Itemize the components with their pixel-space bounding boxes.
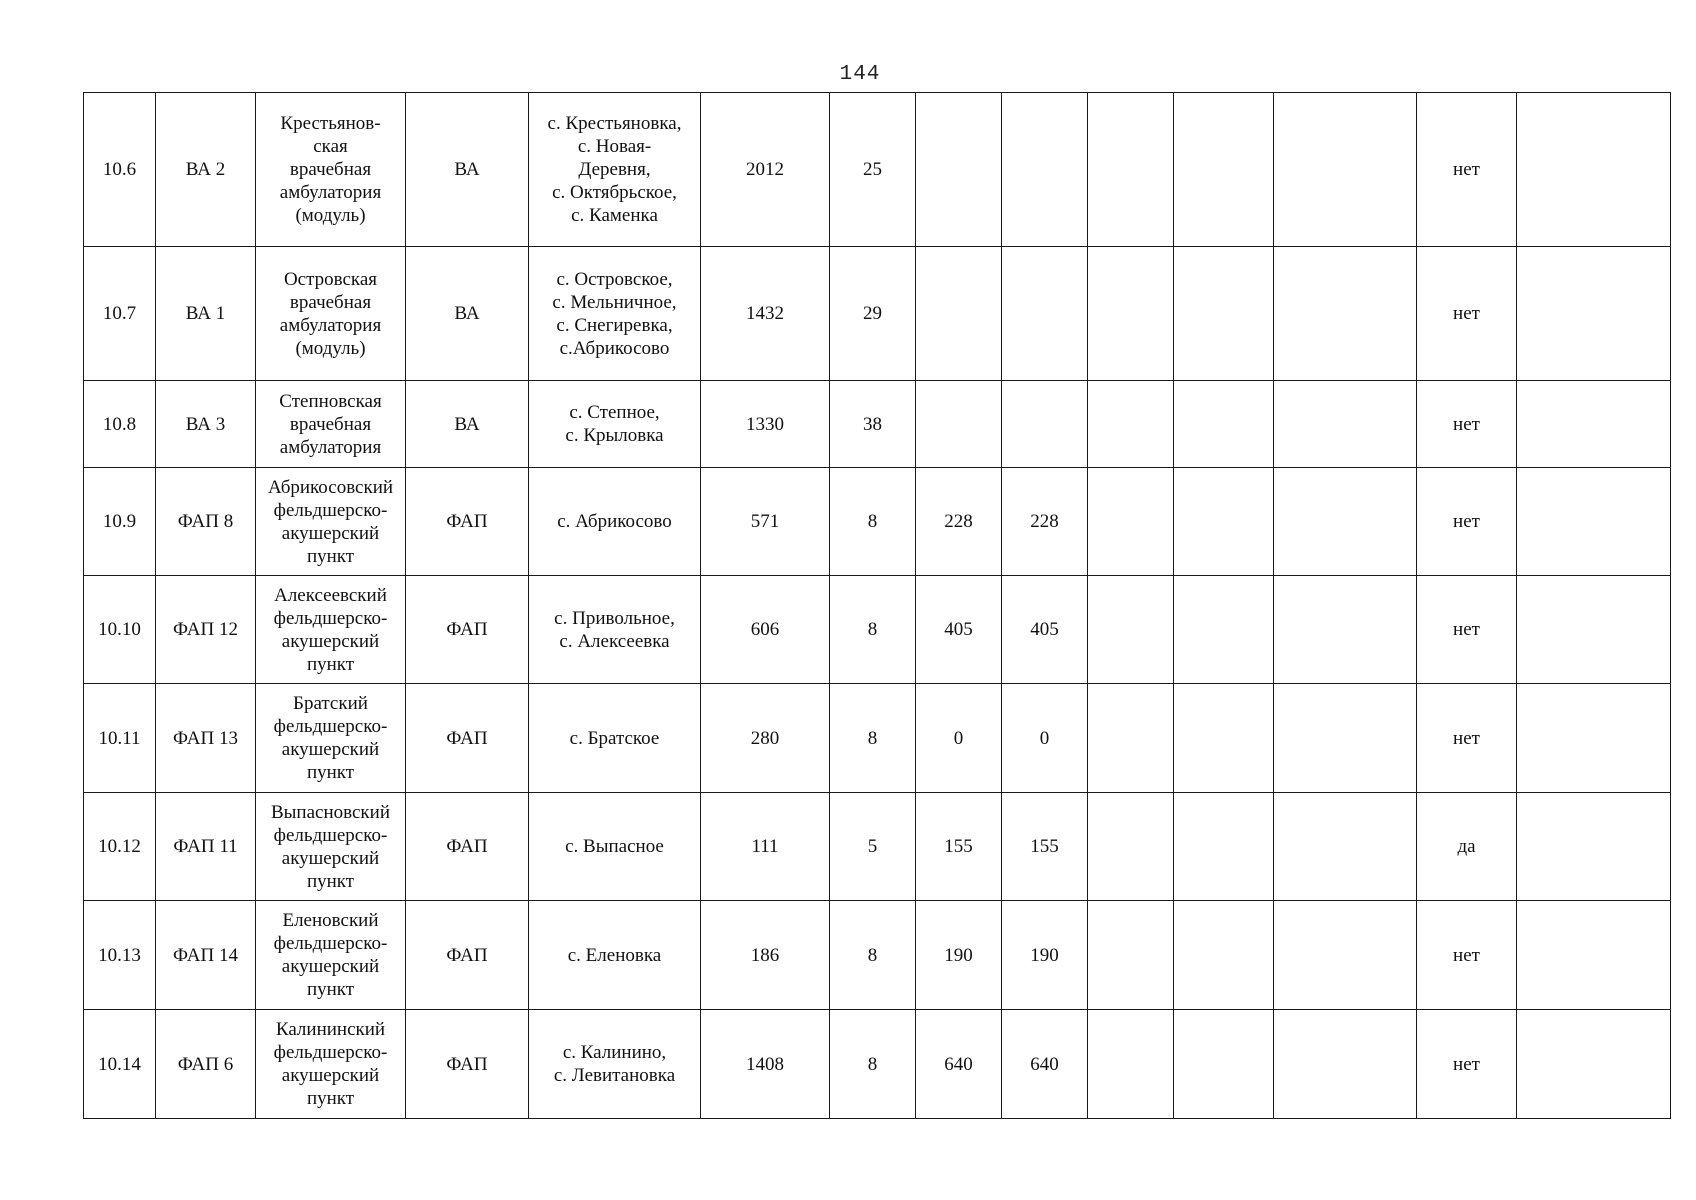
cell-facility-name: Алексеевский фельдшерско- акушерский пункт [256,576,406,684]
cell-empty [1174,1010,1274,1119]
cell-villages: с. Степное, с. Крыловка [529,381,701,468]
cell-empty [1088,381,1174,468]
cell-facility-name: Братский фельдшерско- акушерский пункт [256,684,406,793]
cell-code: ВА 1 [156,247,256,381]
cell-population: 111 [701,793,830,901]
cell-facility-name: Степновская врачебная амбулатория [256,381,406,468]
cell-number: 10.9 [84,468,156,576]
cell-code: ВА 2 [156,93,256,247]
cell-flag: нет [1417,576,1517,684]
cell-empty [1174,93,1274,247]
cell-population: 280 [701,684,830,793]
cell-empty [1174,901,1274,1010]
cell-value-2: 190 [1002,901,1088,1010]
cell-flag: нет [1417,901,1517,1010]
cell-flag: нет [1417,684,1517,793]
cell-distance: 29 [830,247,916,381]
cell-distance: 8 [830,1010,916,1119]
cell-population: 186 [701,901,830,1010]
cell-type: ФАП [406,468,529,576]
cell-empty [1174,247,1274,381]
cell-empty [1274,901,1417,1010]
cell-facility-name: Островская врачебная амбулатория (модуль) [256,247,406,381]
cell-type: ВА [406,381,529,468]
cell-value-1: 640 [916,1010,1002,1119]
cell-distance: 8 [830,468,916,576]
cell-empty [1274,684,1417,793]
cell-population: 1432 [701,247,830,381]
cell-population: 1330 [701,381,830,468]
cell-villages: с. Калинино, с. Левитановка [529,1010,701,1119]
cell-value-2: 155 [1002,793,1088,901]
cell-distance: 8 [830,684,916,793]
cell-empty [1088,468,1174,576]
table-row [84,1010,1671,1119]
cell-facility-name: Крестьянов- ская врачебная амбулатория (модуль) [256,93,406,247]
cell-empty [1274,468,1417,576]
cell-distance: 5 [830,793,916,901]
cell-type: ФАП [406,576,529,684]
cell-value-1: 228 [916,468,1002,576]
cell-type: ФАП [406,684,529,793]
cell-number: 10.11 [84,684,156,793]
table-row [84,901,1671,1010]
cell-value-1: 155 [916,793,1002,901]
cell-code: ФАП 8 [156,468,256,576]
cell-distance: 25 [830,93,916,247]
cell-empty [1517,1010,1671,1119]
cell-value-1: 190 [916,901,1002,1010]
cell-number: 10.7 [84,247,156,381]
cell-empty [1088,793,1174,901]
cell-empty [1088,93,1174,247]
cell-type: ФАП [406,793,529,901]
cell-value-1: 405 [916,576,1002,684]
cell-empty [1274,93,1417,247]
cell-distance: 38 [830,381,916,468]
cell-number: 10.13 [84,901,156,1010]
cell-value-2 [1002,381,1088,468]
cell-code: ФАП 11 [156,793,256,901]
table-row [84,381,1671,468]
table-body [84,93,1671,1119]
cell-empty [1517,468,1671,576]
table-row [84,684,1671,793]
table-row [84,247,1671,381]
cell-type: ФАП [406,1010,529,1119]
cell-empty [1274,247,1417,381]
cell-empty [1174,793,1274,901]
cell-population: 1408 [701,1010,830,1119]
cell-number: 10.10 [84,576,156,684]
cell-type: ВА [406,247,529,381]
cell-flag: нет [1417,93,1517,247]
cell-number: 10.14 [84,1010,156,1119]
cell-empty [1517,381,1671,468]
cell-empty [1517,247,1671,381]
cell-facility-name: Калининский фельдшерско- акушерский пункт [256,1010,406,1119]
cell-distance: 8 [830,901,916,1010]
medical-facilities-table [83,92,1671,1119]
table-row [84,576,1671,684]
cell-value-2: 0 [1002,684,1088,793]
cell-facility-name: Еленовский фельдшерско- акушерский пункт [256,901,406,1010]
cell-number: 10.12 [84,793,156,901]
cell-empty [1274,576,1417,684]
page-number: 144 [839,63,881,86]
cell-empty [1174,576,1274,684]
cell-empty [1088,576,1174,684]
cell-value-2 [1002,93,1088,247]
cell-empty [1274,1010,1417,1119]
cell-empty [1517,93,1671,247]
cell-empty [1174,684,1274,793]
cell-villages: с. Еленовка [529,901,701,1010]
cell-value-2: 228 [1002,468,1088,576]
cell-value-2: 640 [1002,1010,1088,1119]
cell-code: ФАП 12 [156,576,256,684]
cell-code: ФАП 6 [156,1010,256,1119]
cell-distance: 8 [830,576,916,684]
cell-value-1 [916,381,1002,468]
cell-villages: с. Островское, с. Мельничное, с. Снегиревка, с.Абрикосово [529,247,701,381]
cell-empty [1174,468,1274,576]
cell-villages: с. Привольное, с. Алексеевка [529,576,701,684]
table-row [84,468,1671,576]
cell-empty [1274,381,1417,468]
cell-value-1: 0 [916,684,1002,793]
cell-population: 571 [701,468,830,576]
cell-code: ВА 3 [156,381,256,468]
cell-value-2: 405 [1002,576,1088,684]
cell-code: ФАП 14 [156,901,256,1010]
cell-value-2 [1002,247,1088,381]
cell-code: ФАП 13 [156,684,256,793]
cell-villages: с. Абрикосово [529,468,701,576]
cell-empty [1088,1010,1174,1119]
cell-population: 606 [701,576,830,684]
cell-empty [1274,793,1417,901]
cell-flag: нет [1417,1010,1517,1119]
cell-flag: нет [1417,381,1517,468]
cell-villages: с. Братское [529,684,701,793]
cell-number: 10.8 [84,381,156,468]
cell-villages: с. Крестьяновка, с. Новая- Деревня, с. Октябрьское, с. Каменка [529,93,701,247]
cell-empty [1088,684,1174,793]
cell-empty [1517,576,1671,684]
cell-value-1 [916,247,1002,381]
cell-population: 2012 [701,93,830,247]
cell-flag: нет [1417,247,1517,381]
cell-flag: нет [1417,468,1517,576]
cell-empty [1517,793,1671,901]
cell-empty [1174,381,1274,468]
cell-empty [1088,247,1174,381]
cell-empty [1517,901,1671,1010]
cell-type: ФАП [406,901,529,1010]
cell-value-1 [916,93,1002,247]
cell-facility-name: Выпасновский фельдшерско- акушерский пункт [256,793,406,901]
table-row [84,793,1671,901]
cell-villages: с. Выпасное [529,793,701,901]
cell-facility-name: Абрикосовский фельдшерско- акушерский пункт [256,468,406,576]
cell-flag: да [1417,793,1517,901]
cell-type: ВА [406,93,529,247]
table-row [84,93,1671,247]
cell-empty [1088,901,1174,1010]
cell-number: 10.6 [84,93,156,247]
cell-empty [1517,684,1671,793]
